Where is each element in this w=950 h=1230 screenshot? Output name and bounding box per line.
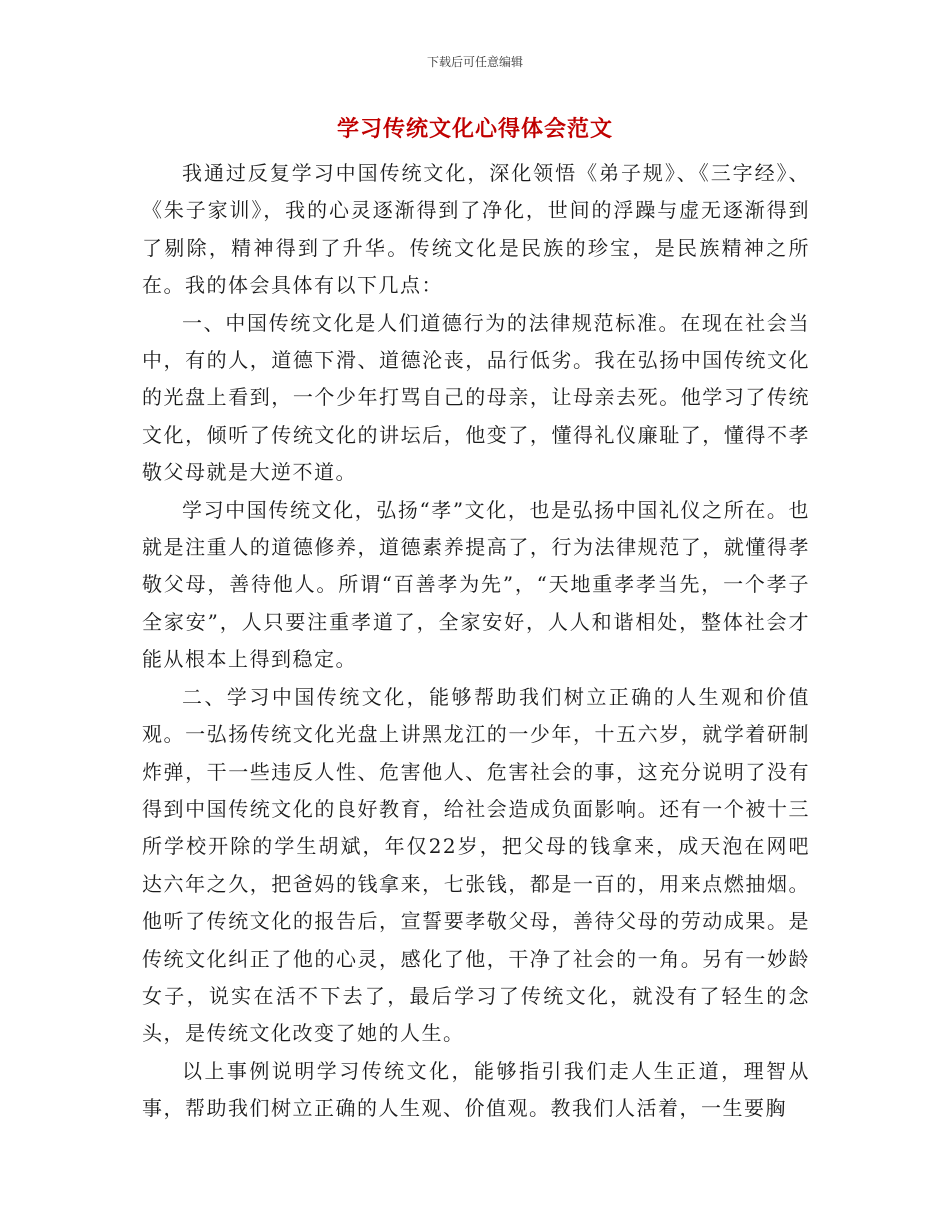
paragraph-point-two: 二、学习中国传统文化，能够帮助我们树立正确的人生观和价值观。一弘扬传统文化光盘上讲黑龙江的一少年，十五六岁，就学着研制炸弹，干一些违反人性、危害他人、危害社会的事，这充分说明了没有得到中国传统文化的良好教育，给社会造成负面影响。还有一个被十三所学校开除的学生胡斌，年仅22岁，把父母的钱拿来，成天泡在网吧达六年之久，把爸妈的钱拿来，七张钱，都是一百的，用来点燃抽烟。他听了传统文化的报告后，宣誓要孝敬父母，善待父母的劳动成果。是传统文化纠正了他的心灵，感化了他，干净了社会的一角。另有一妙龄女子，说实在活不下去了，最后学习了传统文化，就没有了轻生的念头，是传统文化改变了她的人生。 <box>142 684 810 1046</box>
paragraph-point-one: 一、中国传统文化是人们道德行为的法律规范标准。在现在社会当中，有的人，道德下滑、道德沦丧，品行低劣。我在弘扬中国传统文化的光盘上看到，一个少年打骂自己的母亲，让母亲去死。他学习了传统文化，倾听了传统文化的讲坛后，他变了，懂得礼仪廉耻了，懂得不孝敬父母就是大逆不道。 <box>142 310 810 485</box>
paragraph-intro: 我通过反复学习中国传统文化，深化领悟《弟子规》、《三字经》、《朱子家训》，我的心灵逐渐得到了净化，世间的浮躁与虚无逐渐得到了剔除，精神得到了升华。传统文化是民族的珍宝，是民族精神之所在。我的体会具体有以下几点： <box>142 161 810 298</box>
paragraph-conclusion: 以上事例说明学习传统文化，能够指引我们走人生正道，理智从事，帮助我们树立正确的人生观、价值观。教我们人活着，一生要胸 <box>142 1058 810 1121</box>
document-body <box>142 155 810 1128</box>
paragraph-filial-piety: 学习中国传统文化，弘扬“孝”文化，也是弘扬中国礼仪之所在。也就是注重人的道德修养，道德素养提高了，行为法律规范了，就懂得孝敬父母，善待他人。所谓“百善孝为先”，“天地重孝孝当先，一个孝子全家安”，人只要注重孝道了，全家安好，人人和谐相处，整体社会才能从根本上得到稳定。 <box>142 497 810 672</box>
header-note: 下载后可任意编辑 <box>426 55 523 69</box>
document-title: 学习传统文化心得体会范文 <box>336 117 613 142</box>
